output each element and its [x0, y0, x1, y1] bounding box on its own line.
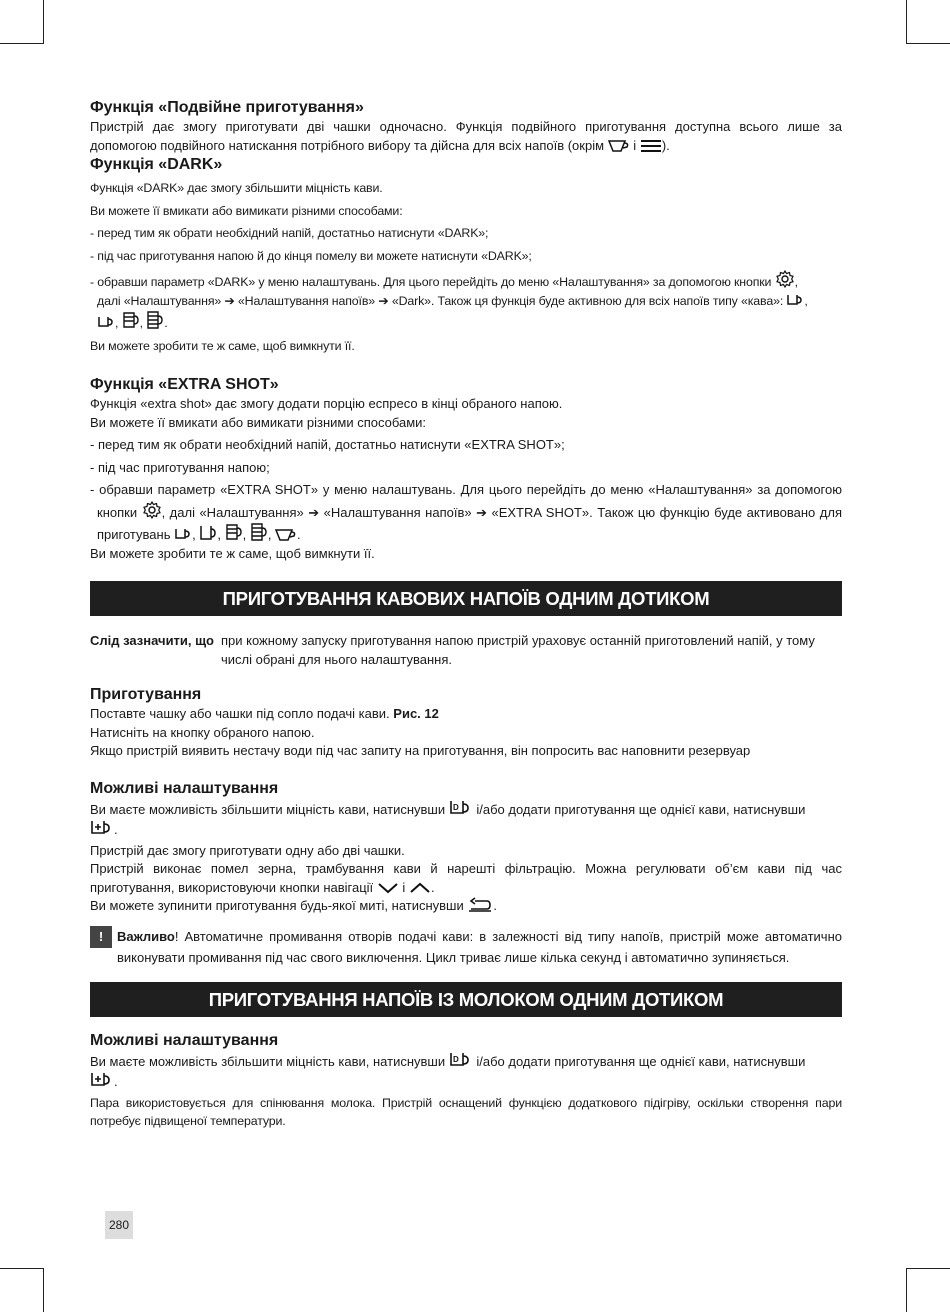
gear-icon: [142, 500, 162, 520]
list-item: - перед тим як обрати необхідний напій, достатньо натиснути «DARK»;: [90, 226, 489, 240]
cup-icon: [174, 526, 192, 542]
crop-mark: [0, 1268, 44, 1269]
text: , далі «Налаштування» ➔ «Налаштування напоїв» ➔ «EXTRA SHOT». Також цю функцію буде активовано для приготувань: [97, 504, 842, 542]
paragraph: Ви можете зробити те ж саме, щоб вимкнути її.: [90, 545, 375, 561]
section-title-dark: Функція «DARK»: [90, 156, 223, 173]
paragraph: Функція «DARK» дає змогу збільшити міцність кави.: [90, 181, 383, 195]
paragraph: Пристрій дає змогу приготувати одну або дві чашки.: [90, 842, 405, 858]
note: [90, 632, 842, 669]
text: - обравши параметр «EXTRA SHOT» у меню налаштувань. Для цього перейдіть до меню «Налаштування» за допомогою кнопки: [90, 482, 842, 520]
svg-text:D: D: [452, 1054, 459, 1064]
paragraph: Ви можете її вмикати або вимикати різними способами:: [90, 203, 403, 218]
wide-cup-icon: [608, 139, 630, 153]
section-title-settings: Можливі налаштування: [90, 779, 279, 797]
chevron-down-icon: [377, 881, 399, 895]
crop-mark: [906, 43, 950, 44]
figure-ref: Рис. 12: [393, 706, 439, 721]
crop-mark: [0, 43, 44, 44]
paragraph: Пристрій виконає помел зерна, трамбування кави й нарешті фільтрацію. Можна регулювати об’єм кави під час приготування, використовуючи кнопки навігації і .: [90, 861, 842, 895]
layered-cup-icon: [122, 310, 140, 330]
extra-shot-icon: [90, 819, 114, 837]
paragraph: Ви можете її вмикати або вимикати різними способами:: [90, 414, 427, 430]
page-number: 280: [105, 1211, 133, 1239]
section-title-milk-settings: Можливі налаштування: [90, 1031, 279, 1049]
crop-mark: [906, 0, 907, 44]
warning-text: ! Автоматичне промивання отворів подачі кави: в залежності від типу напоїв, пристрій може автоматично виконувати промивання під час свого виключення. Цикл триває лише кілька секунд і автоматично зупиняється.: [117, 928, 842, 965]
extra-shot-icon: [90, 1071, 114, 1089]
dark-button-icon: [449, 799, 473, 817]
menu-icon: [640, 139, 662, 153]
paragraph: Ви можете зупинити приготування будь-якої миті, натиснувши .: [90, 898, 497, 913]
text: і: [402, 879, 406, 895]
dark-button-icon: [449, 1051, 473, 1069]
back-icon: [467, 897, 493, 913]
layered-cup-icon: [250, 522, 268, 542]
paragraph: Пара використовується для спінювання молока. Пристрій оснащений функцією додаткового підігріву, оскільки створення пари потребує підвищеної температури.: [90, 1095, 842, 1128]
text: - обравши параметр «DARK» у меню налаштувань. Для цього перейдіть до меню «Налаштування» за допомогою кнопки: [90, 275, 772, 289]
text: Пристрій виконає помел зерна, трамбування кави й нарешті фільтрацію. Можна регулювати об’єм кави під час приготування, використовуючи кнопки навігації: [90, 861, 842, 895]
cup-icon: [97, 314, 115, 330]
text: Ви маєте можливість збільшити міцність кави, натиснувши: [90, 1053, 446, 1069]
text: ).: [661, 137, 670, 153]
section-title-preparation: Приготування: [90, 686, 202, 703]
section-banner-milk: ПРИГОТУВАННЯ НАПОЇВ ІЗ МОЛОКОМ ОДНИМ ДОТИКОМ: [90, 982, 842, 1017]
paragraph: Функція «extra shot» дає змогу додати порцію еспресо в кінці обраного напою.: [90, 396, 563, 411]
paragraph: Ви можете зробити те ж саме, щоб вимкнути її.: [90, 338, 355, 353]
text: ,: [804, 293, 808, 308]
paragraph: [90, 118, 842, 155]
note-text: при кожному запуску приготування напою пристрій ураховує останній приготовлений напій, у тому числі обрані для нього налаштування.: [221, 633, 815, 667]
crop-mark: [43, 0, 44, 44]
text: далі «Налаштування» ➔ «Налаштування напоїв» ➔ «Dark». Також ця функція буде активною для всіх напоїв типу «кава»:: [97, 293, 784, 308]
text: Ви маєте можливість збільшити міцність кави, натиснувши: [90, 801, 446, 817]
mug-icon: [199, 524, 217, 542]
text: ,: [794, 275, 798, 289]
text: і/або додати приготування ще однієї кави, натиснувши: [476, 1053, 806, 1069]
warning-icon: !: [90, 926, 112, 948]
warning-note: [90, 926, 842, 968]
page-content: [90, 98, 842, 1131]
paragraph: Якщо пристрій виявить нестачу води під час запиту на приготування, він попросить вас наповнити резервуар: [90, 743, 751, 758]
section-title-double: Функція «Подвійне приготування»: [90, 99, 364, 116]
section-banner-coffee: ПРИГОТУВАННЯ КАВОВИХ НАПОЇВ ОДНИМ ДОТИКОМ: [90, 581, 842, 616]
list-item: - перед тим як обрати необхідний напій, достатньо натиснути «EXTRA SHOT»;: [90, 437, 565, 452]
chevron-up-icon: [409, 881, 431, 895]
wide-cup-icon: [275, 528, 297, 542]
warning-label: Важливо: [117, 928, 175, 944]
text: Пристрій дає змогу приготувати дві чашки одночасно. Функція подвійного приготування доступна всього лише за допомогою подвійного натискання потрібного вибору та дійсна для всіх напоїв (окрім: [90, 119, 842, 153]
text: Поставте чашку або чашки під сопло подачі кави.: [90, 706, 390, 721]
list-item: - обравши параметр «DARK» у меню налаштувань. Для цього перейдіть до меню «Налаштування» за допомогою кнопки , далі «Налаштування» ➔ «Налаштування напоїв» ➔ «Dark». Також ця функція буде активною для всіх напоїв типу «кава»: , , , .: [90, 269, 842, 333]
layered-cup-icon: [225, 522, 243, 542]
crop-mark: [906, 1268, 907, 1312]
layered-cup-icon: [146, 310, 164, 330]
paragraph: Натисніть на кнопку обраного напою.: [90, 724, 315, 740]
note-label: Слід зазначити, що: [90, 633, 214, 648]
list-item: - обравши параметр «EXTRA SHOT» у меню налаштувань. Для цього перейдіть до меню «Налаштування» за допомогою кнопки , далі «Налаштування» ➔ «Налаштування напоїв» ➔ «EXTRA SHOT». Також цю функцію буде активовано для приготувань , , , , .: [90, 482, 842, 542]
crop-mark: [906, 1268, 950, 1269]
paragraph: Ви маєте можливість збільшити міцність кави, натиснувши D і/або додати приготування ще однієї кави, натиснувши .: [90, 799, 842, 840]
gear-icon: [775, 269, 795, 289]
text: Ви можете зупинити приготування будь-якої миті, натиснувши: [90, 898, 464, 913]
svg-text:D: D: [452, 802, 459, 812]
list-item: - під час приготування напою;: [90, 459, 270, 475]
text: і/або додати приготування ще однієї кави, натиснувши: [476, 801, 806, 817]
paragraph: Ви маєте можливість збільшити міцність кави, натиснувши D і/або додати приготування ще однієї кави, натиснувши .: [90, 1051, 842, 1092]
crop-mark: [43, 1268, 44, 1312]
list-item: - під час приготування напою й до кінця помелу ви можете натиснути «DARK»;: [90, 248, 532, 263]
section-title-extra-shot: Функція «EXTRA SHOT»: [90, 376, 279, 393]
cup-icon: [786, 292, 804, 308]
text: і: [633, 137, 637, 153]
paragraph: [90, 705, 842, 724]
